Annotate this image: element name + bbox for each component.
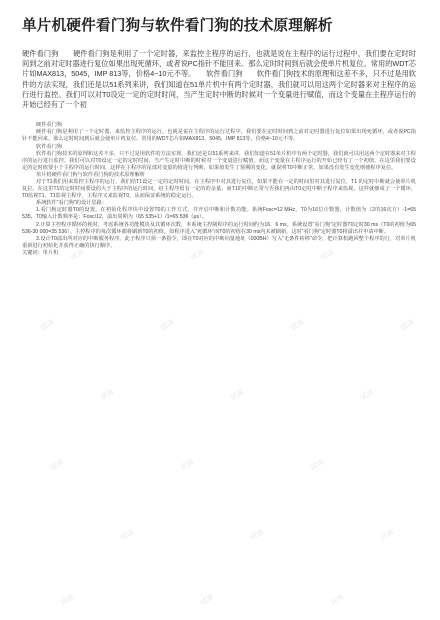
- body-paragraph: 硬件看门狗是利用了一个定时器，来监控主程序的运行，也就是说在主程序的运行过程中，我们要在定时时间到之前对定时器进行复位如果出现死循环，或者说PC指针不能回来。那么定时时间到后就会使单片机复位。常用的WDT芯片如MAX813，5045，IMP 813等，价格4~10元不等。: [22, 129, 416, 143]
- body-paragraph: 软件看门狗技术的原理和这差不多，只不过是用软件的方法实现，我们还是以51系列来讲，我们知道在51单片机中有两个定时器，我们就可以用这两个定时器来对主程序的运行进行监控。我们可以对T0设定一定的定时时间，当产生定时中断的时候对一个变量进行赋值，而这个变量在主程序运行的开始已经有了一个初值，在这里我们要设定的定时值要小于主程序的运行时间，这样在主程序的尾部对变量的值进行判断，如果值发生了预期的变化，就说明T0中断正常，如果没有发生变化则使程序复位。: [22, 150, 416, 171]
- watermark-text: 试读: [198, 593, 216, 607]
- keywords: 关键词：单片机: [22, 249, 59, 256]
- watermark-text: 试读: [228, 388, 246, 402]
- watermark-text: 试读: [68, 248, 86, 262]
- watermark-text: 试读: [48, 458, 66, 472]
- body-paragraph: 对于T1我们用来监控主程序的运行，我们给T1设定一定的定时时间，在主程序中对其进行复位，如果不能在一定的时间里对其进行复位，T1 的定时中断就会使单片机复位。在这里T1的定时时间要设的大于主程序的运行时间，给主程序留有一定的的余量。而T1的中断正常与否我们再由T0定时中断子程序来监视。这样就够成了一个循环，T0监视T1，T1监视主程序，主程序又来监视T0，从而保证系统的稳定运行。: [22, 178, 416, 200]
- watermark-text: 试读: [378, 528, 396, 542]
- watermark-text: 试读: [38, 318, 56, 332]
- watermark-text: 试读: [308, 458, 326, 472]
- document-title: 单片机硬件看门狗与软件看门狗的技术原理解析: [22, 17, 333, 34]
- watermark-text: 试读: [178, 458, 196, 472]
- body-paragraph: 软件看门狗: [36, 143, 62, 150]
- watermark-text: 试读: [188, 248, 206, 262]
- watermark-text: 试读: [328, 593, 346, 607]
- lead-paragraph: 硬件看门狗 硬件看门狗是利用了一个定时器，来监控主程序的运行，也就是说在主程序的运行过程中，我们要在定时时间到之前对定时器进行复位如果出现死循环，或者说PC指针不能回来。那么定时时间到后就会使单片机复位。常用的WDT芯片如MAX813，5045，IMP 813等，价格4~10元不等。 软件看门狗 软件看门狗技术的原理和这差不多，只不过是用软件的方法实现，我们还是以51系列来讲，我们知道在51单片机中有两个定时器，我们就可以用这两个定时器来对主程序的运行进行监控。我们可以对T0设定一定的定时时间，当产生定时中断的时候对一个变量进行赋值，而这个变量在主程序运行的开始已经有了一个初: [22, 49, 416, 110]
- watermark-text: 试读: [398, 318, 416, 332]
- document-page: [22, 14, 416, 257]
- design-step: 2.计算主控程序循环的耗时。考虑系统各功能模块及其循环次数，本系统主控制程序的运行时间约为16．6 ms。系统设置“看门狗”定时器T0定时30 ms（T0的初值为65 536-30 000=35 536）。主控程序的每次循环都将刷新T0的初值。如程序进入“死循环”而T0的初值在30 ms内未被刷新，这时“看门狗”定时器T0将溢出并申请中断。: [22, 221, 416, 235]
- body-paragraph: 单片机硬件看门狗与软件看门狗的技术原理解析: [36, 171, 145, 178]
- watermark-text: 试读: [158, 318, 176, 332]
- body-paragraph: 系统软件“看门狗”的设计思路：: [36, 200, 107, 207]
- design-step: 1.看门狗定时器T0的设置。在初始化程序块中设置T0的工作方式，并开启中断和计数功能。系统Fosc=12 MHz，T0为16位计数器，计数值为（2的16次方）-1=65 535，T0输入计数频率是：Fosc/12，溢出周期为（65 535+1）/1=65 536（μs）。: [22, 207, 416, 221]
- watermark-text: 试读: [288, 318, 306, 332]
- body-paragraph: 硬件看门狗: [36, 122, 62, 129]
- watermark-text: 试读: [248, 528, 266, 542]
- design-steps-list: [22, 207, 416, 250]
- body-sections: [22, 122, 416, 207]
- watermark-text: 试读: [318, 248, 336, 262]
- watermark-text: 试读: [98, 388, 116, 402]
- watermark-text: 试读: [58, 593, 76, 607]
- watermark-text: 试读: [358, 388, 376, 402]
- design-step: 3.设计T0溢出所对应的中断服务程序。此子程序只须一条指令，即在T0对应的中断向量地址（000BH）写入“无条件转移”命令，把计算机跑回整个程序的行，对单片机重新进行初始化并获得正确的执行顺序。: [22, 235, 416, 249]
- watermark-text: 试读: [118, 528, 136, 542]
- document-body: [22, 122, 416, 257]
